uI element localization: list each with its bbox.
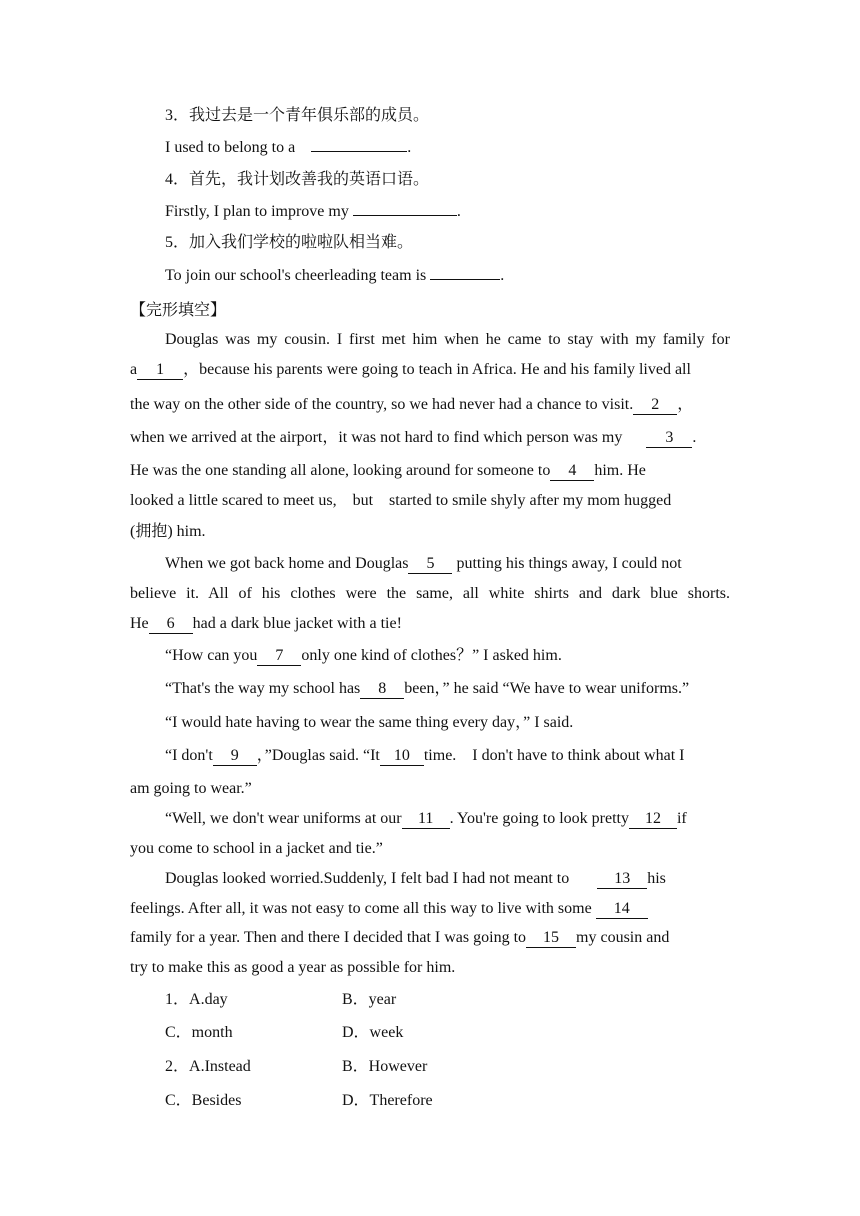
translation-4-english: Firstly, I plan to improve my . (165, 203, 461, 220)
passage-line: feelings. After all, it was not easy to come all this way to live with some 14 (130, 899, 648, 919)
blank-10: 10 (380, 747, 424, 766)
passage-line: “Well, we don't wear uniforms at our 11 . You're going to look pretty 12 if (165, 810, 687, 827)
answer-blank (311, 151, 407, 152)
translation-5-english: To join our school's cheerleading team is . (165, 267, 505, 284)
passage-line: a 1 ，because his parents were going to teach in Africa. He and his family lived all (130, 361, 691, 378)
translation-3-english: I used to belong to a . (165, 139, 412, 156)
passage-line: He 6 had a dark blue jacket with a tie! (130, 615, 402, 632)
passage-line: “That's the way my school has 8 been，” he said “We have to wear uniforms.” (165, 680, 690, 697)
blank-6: 6 (149, 615, 193, 634)
passage-line: try to make this as good a year as possible for him. (130, 959, 456, 976)
translation-3-chinese: 3．我过去是一个青年俱乐部的成员。 (165, 107, 430, 124)
blank-1: 1 (137, 361, 183, 380)
blank-5: 5 (408, 555, 452, 574)
blank-2: 2 (633, 396, 677, 415)
answer-blank (430, 279, 500, 280)
question-1-option-c: C．month (165, 1024, 233, 1041)
blank-14: 14 (596, 900, 648, 919)
translation-5-chinese: 5．加入我们学校的啦啦队相当难。 (165, 234, 414, 251)
question-2-option-d: D．Therefore (342, 1092, 433, 1109)
answer-blank (353, 215, 457, 216)
passage-line: (拥抱) him. (130, 523, 206, 540)
blank-4: 4 (550, 462, 594, 481)
passage-line: Douglas looked worried.Suddenly, I felt bad I had not meant to 13 his (165, 870, 666, 887)
passage-line: “How can you 7 only one kind of clothes？” I asked him. (165, 647, 562, 664)
passage-line: “I would hate having to wear the same thing every day，” I said. (165, 714, 574, 731)
blank-9: 9 (213, 747, 257, 766)
translation-4-chinese: 4．首先，我计划改善我的英语口语。 (165, 171, 430, 188)
question-2-option-b: B．However (342, 1058, 428, 1075)
passage-line: when we arrived at the airport，it was not hard to find which person was my 3 . (130, 429, 697, 446)
passage-line: He was the one standing all alone, looking around for someone to 4 him. He (130, 462, 646, 479)
passage-line: looked a little scared to meet us, but started to smile shyly after my mom hugged (130, 492, 672, 509)
passage-line: Douglas was my cousin. I first met him when he came to stay with my family for (165, 331, 730, 348)
section-title: 【完形填空】 (130, 302, 227, 319)
blank-15: 15 (526, 929, 576, 948)
blank-3: 3 (646, 429, 692, 448)
blank-7: 7 (257, 647, 301, 666)
passage-line: the way on the other side of the country, so we had never had a chance to visit. 2 ， (130, 396, 694, 413)
question-2-option-a: 2．A.Instead (165, 1058, 251, 1075)
question-2-option-c: C．Besides (165, 1092, 242, 1109)
blank-8: 8 (360, 680, 404, 699)
passage-line: believe it. All of his clothes were the same, all white shirts and dark blue shorts. (130, 585, 730, 602)
blank-13: 13 (597, 870, 647, 889)
question-1-option-b: B．year (342, 991, 397, 1008)
blank-12: 12 (629, 810, 677, 829)
question-1-option-d: D．week (342, 1024, 404, 1041)
passage-line: am going to wear.” (130, 780, 252, 797)
blank-11: 11 (402, 810, 450, 829)
passage-line: family for a year. Then and there I decided that I was going to 15 my cousin and (130, 929, 670, 946)
passage-line: “I don't 9 ，”Douglas said. “It 10 time. I don't have to think about what I (165, 747, 685, 764)
question-1-option-a: 1．A.day (165, 991, 228, 1008)
passage-line: When we got back home and Douglas 5 putting his things away, I could not (165, 555, 682, 572)
passage-line: you come to school in a jacket and tie.” (130, 840, 383, 857)
